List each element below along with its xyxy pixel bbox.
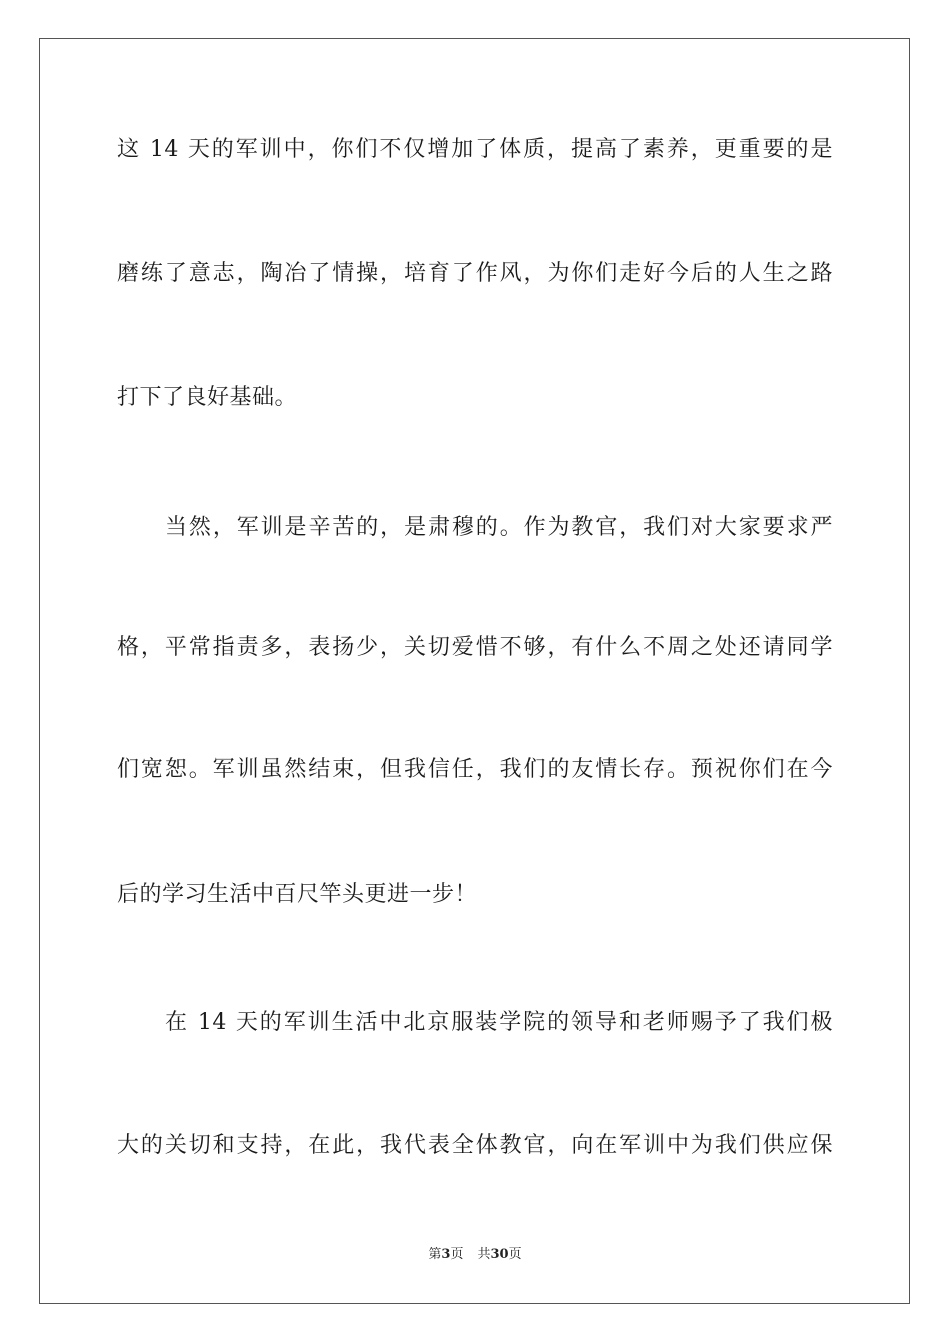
text-line: 磨练了意志，陶冶了情操，培育了作风，为你们走好今后的人生之路 <box>117 261 833 286</box>
text-line: 这 14 天的军训中，你们不仅增加了体质，提高了素养，更重要的是 <box>117 137 833 162</box>
page-frame <box>39 38 910 1304</box>
text-line: 大的关切和支持，在此，我代表全体教官，向在军训中为我们供应保 <box>117 1133 833 1158</box>
text-line: 打下了良好基础。 <box>117 385 298 410</box>
total-pages-number: 30 <box>490 1247 509 1262</box>
text-line: 后的学习生活中百尺竿头更进一步！ <box>117 882 478 907</box>
paragraph-first-line: 当然，军训是辛苦的，是肃穆的。作为教官，我们对大家要求严 <box>165 515 833 540</box>
page-footer <box>0 1246 950 1264</box>
footer-prefix: 第 <box>428 1247 442 1262</box>
text-line: 格，平常指责多，表扬少，关切爱惜不够，有什么不周之处还请同学 <box>117 635 833 660</box>
footer-total-prefix: 共 <box>477 1247 491 1262</box>
text-line: 们宽恕。军训虽然结束，但我信任，我们的友情长存。预祝你们在今 <box>117 757 833 782</box>
footer-page-suffix: 页 <box>450 1247 464 1262</box>
paragraph-first-line: 在 14 天的军训生活中北京服装学院的领导和老师赐予了我们极 <box>165 1010 833 1035</box>
footer-total-suffix: 页 <box>508 1247 522 1262</box>
current-page-number: 3 <box>441 1247 451 1262</box>
